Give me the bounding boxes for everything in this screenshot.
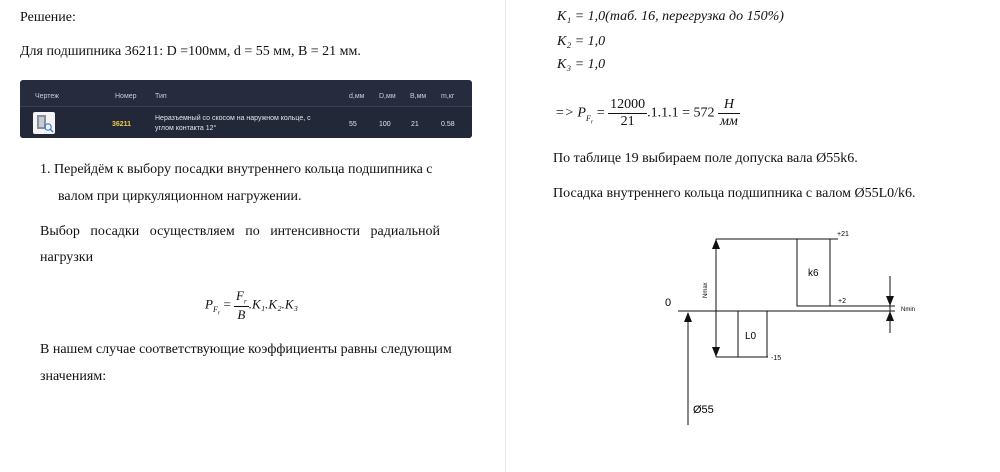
bearing-number[interactable]: 36211 [112,121,132,128]
formula-numerator-sub: r [243,297,247,306]
formula-lhs-sub: F [212,304,218,314]
nmin-arrow-bottom [886,311,894,321]
header-B: B,мм [410,93,427,100]
k6-lower-deviation: +2 [838,298,846,305]
bearing-m-value: 0.58 [441,121,455,128]
coef-line1: В нашем случае соответствующие коэффициенты равны следующим [40,342,452,357]
calc-unit-numerator: Н [718,97,740,114]
l0-lower-deviation: -15 [771,355,782,362]
coef-k2: K₂ = 1,0 [557,34,606,49]
solution-heading: Решение: [20,10,76,25]
step1-line1: 1. Перейдём к выбору посадки внутреннего кольца подшипника с [40,162,433,177]
header-m: m,кг [441,93,455,100]
formula-denominator: B [237,306,246,322]
bearing-D-value: 100 [379,121,391,128]
nmin-arrow-top [886,296,894,306]
k1-value: K₁ = 1,0 [557,9,606,24]
formula-lhs-subsub: r [217,310,221,317]
header-d: d,мм [349,93,365,100]
bearing-dimensions: Для подшипника 36211: D =100мм, d = 55 мм, B = 21 мм. [20,44,361,59]
tolerance-field-text: По таблице 19 выбираем поле допуска вала Ø55k6. [553,151,858,166]
header-type: Тип [155,93,167,100]
diameter-label: Ø55 [693,404,714,416]
k6-upper-deviation: +21 [837,231,849,238]
coef-line2: значениям: [40,369,107,384]
k6-label: k6 [808,268,819,279]
coef-k3: K₃ = 1,0 [557,57,606,72]
load-intensity-formula: $P_{F_r}$ = $\frac{F_r}{B}$ .K₁.K₂.K₃ [205,288,299,322]
calc-unit-denominator: мм [720,114,738,129]
formula-rest: .K₁.K₂.K₃ [248,296,299,312]
fit-text: Посадка внутреннего кольца подшипника с валом Ø55L0/k6. [553,186,916,201]
select-line2: нагрузки [40,250,94,265]
nmax-arrow-bottom [712,347,720,357]
nmax-arrow-top [712,239,720,249]
diameter-arrow [684,312,692,322]
bearing-type-line2: углом контакта 12° [155,125,217,132]
step1-line2: валом при циркуляционном нагружении. [58,189,302,204]
l0-label: L0 [745,331,757,342]
nmin-label: Nmin [901,307,916,313]
select-line1: Выбор посадки осуществляем по интенсивности радиальной [40,224,441,239]
formula-numerator: F [236,288,244,303]
nmax-label: Nmax [703,282,709,298]
bearing-type-line1: Неразъемный со скосом на наружном кольце, с [155,115,311,122]
calc-numerator: 12000 [610,97,646,112]
header-number: Номер [115,93,137,100]
header-D: D,мм [379,93,396,100]
calc-result: .1.1.1 = 572 [647,105,715,121]
k1-note: (таб. 16, перегрузка до 150%) [605,9,784,24]
header-drawing: Чертеж [35,93,59,100]
calc-denominator: 21 [620,114,635,129]
bearing-B-value: 21 [411,121,419,128]
calc-prefix: => P [555,105,586,121]
bearing-d-value: 55 [349,121,357,128]
zero-label: 0 [665,297,672,309]
formula-lhs: P [205,296,213,312]
load-calculation: => $P_{F_r}$ = $\frac{12000}{21}$ .1.1.1 = 572 $\frac{Н}{мм}$ [555,97,738,129]
